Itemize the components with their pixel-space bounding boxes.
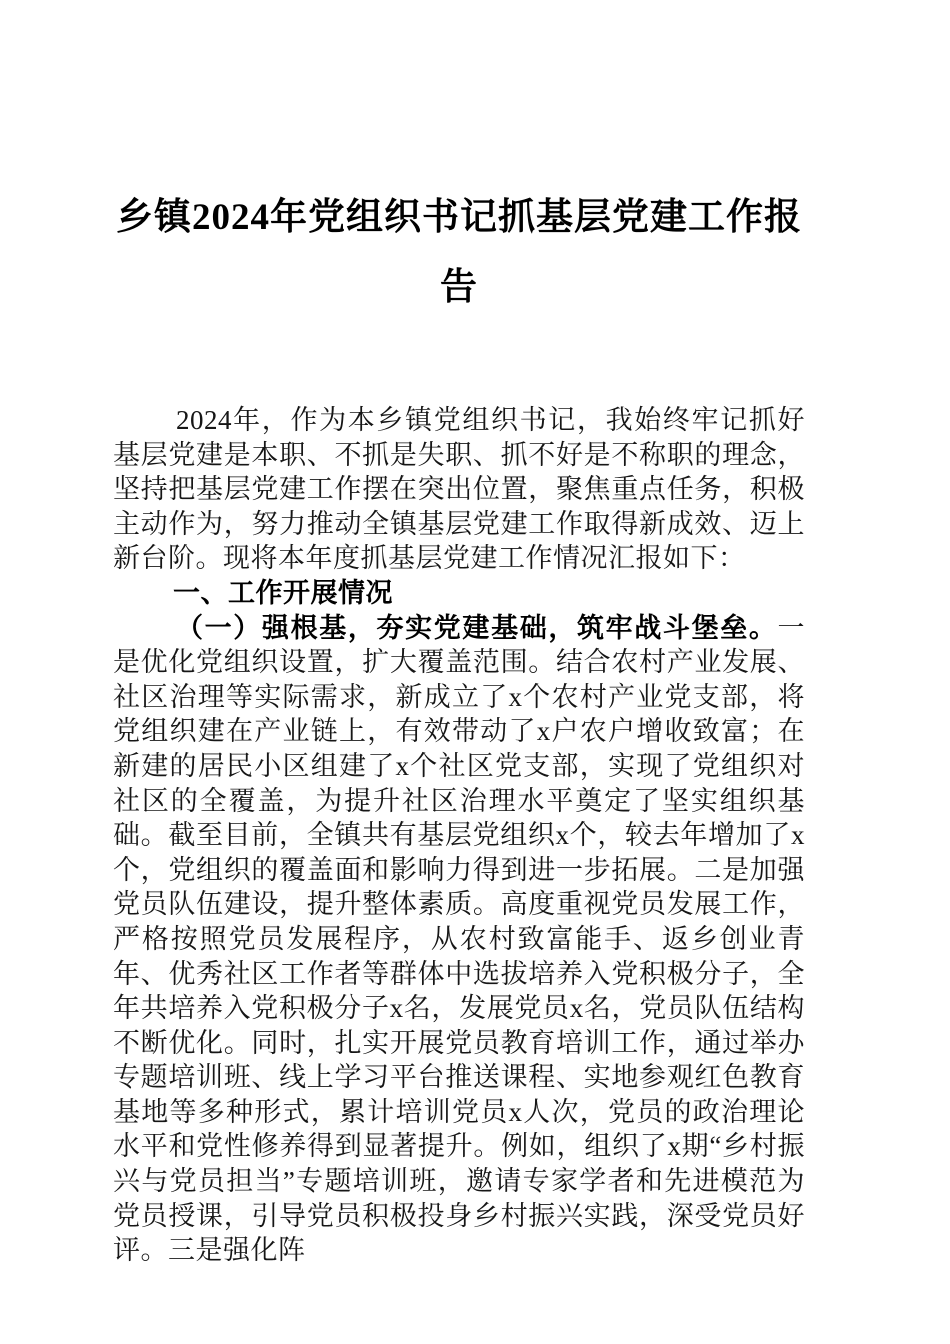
section-1-paragraph-1 [113,611,805,1268]
intro-paragraph: 2024年，作为本乡镇党组织书记，我始终牢记抓好基层党建是本职、不抓是失职、抓不好是不称职的理念，坚持把基层党建工作摆在突出位置，聚焦重点任务，积极主动作为，努力推动全镇基层党建工作取得新成效、迈上新台阶。现将本年度抓基层党建工作情况汇报如下： [113,405,805,574]
title-line-1: 乡镇2024年党组织书记抓基层党建工作报 [116,197,802,238]
paragraph-body-text: 一是优化党组织设置，扩大覆盖范围。结合农村产业发展、社区治理等实际需求，新成立了x个农村产业党支部，将党组织建在产业链上，有效带动了x户农户增收致富；在新建的居民小区组建了x个社区党支部，实现了党组织对社区的全覆盖，为提升社区治理水平奠定了坚实组织基础。截至目前，全镇共有基层党组织x个，较去年增加了x个，党组织的覆盖面和影响力得到进一步拓展。二是加强党员队伍建设，提升整体素质。高度重视党员发展工作，严格按照党员发展程序，从农村致富能手、返乡创业青年、优秀社区工作者等群体中选拔培养入党积极分子，全年共培养入党积极分子x名，发展党员x名，党员队伍结构不断优化。同时，扎实开展党员教育培训工作，通过举办专题培训班、线上学习平台推送课程、实地参观红色教育基地等多种形式，累计培训党员x人次，党员的政治理论水平和党性修养得到显著提升。例如，组织了x期“乡村振兴与党员担当”专题培训班，邀请专家学者和先进模范为党员授课，引导党员积极投身乡村振兴实践，深受党员好评。三是强化阵 [113,612,805,1266]
paragraph-lead-sentence: （一）强根基，夯实党建基础，筑牢战斗堡垒。 [176,612,778,643]
document-content [113,0,805,1268]
document-title [113,183,805,323]
document-body [113,403,805,1268]
section-1-heading: 一、工作开展情况 [173,577,393,608]
title-line-2: 告 [440,267,478,308]
